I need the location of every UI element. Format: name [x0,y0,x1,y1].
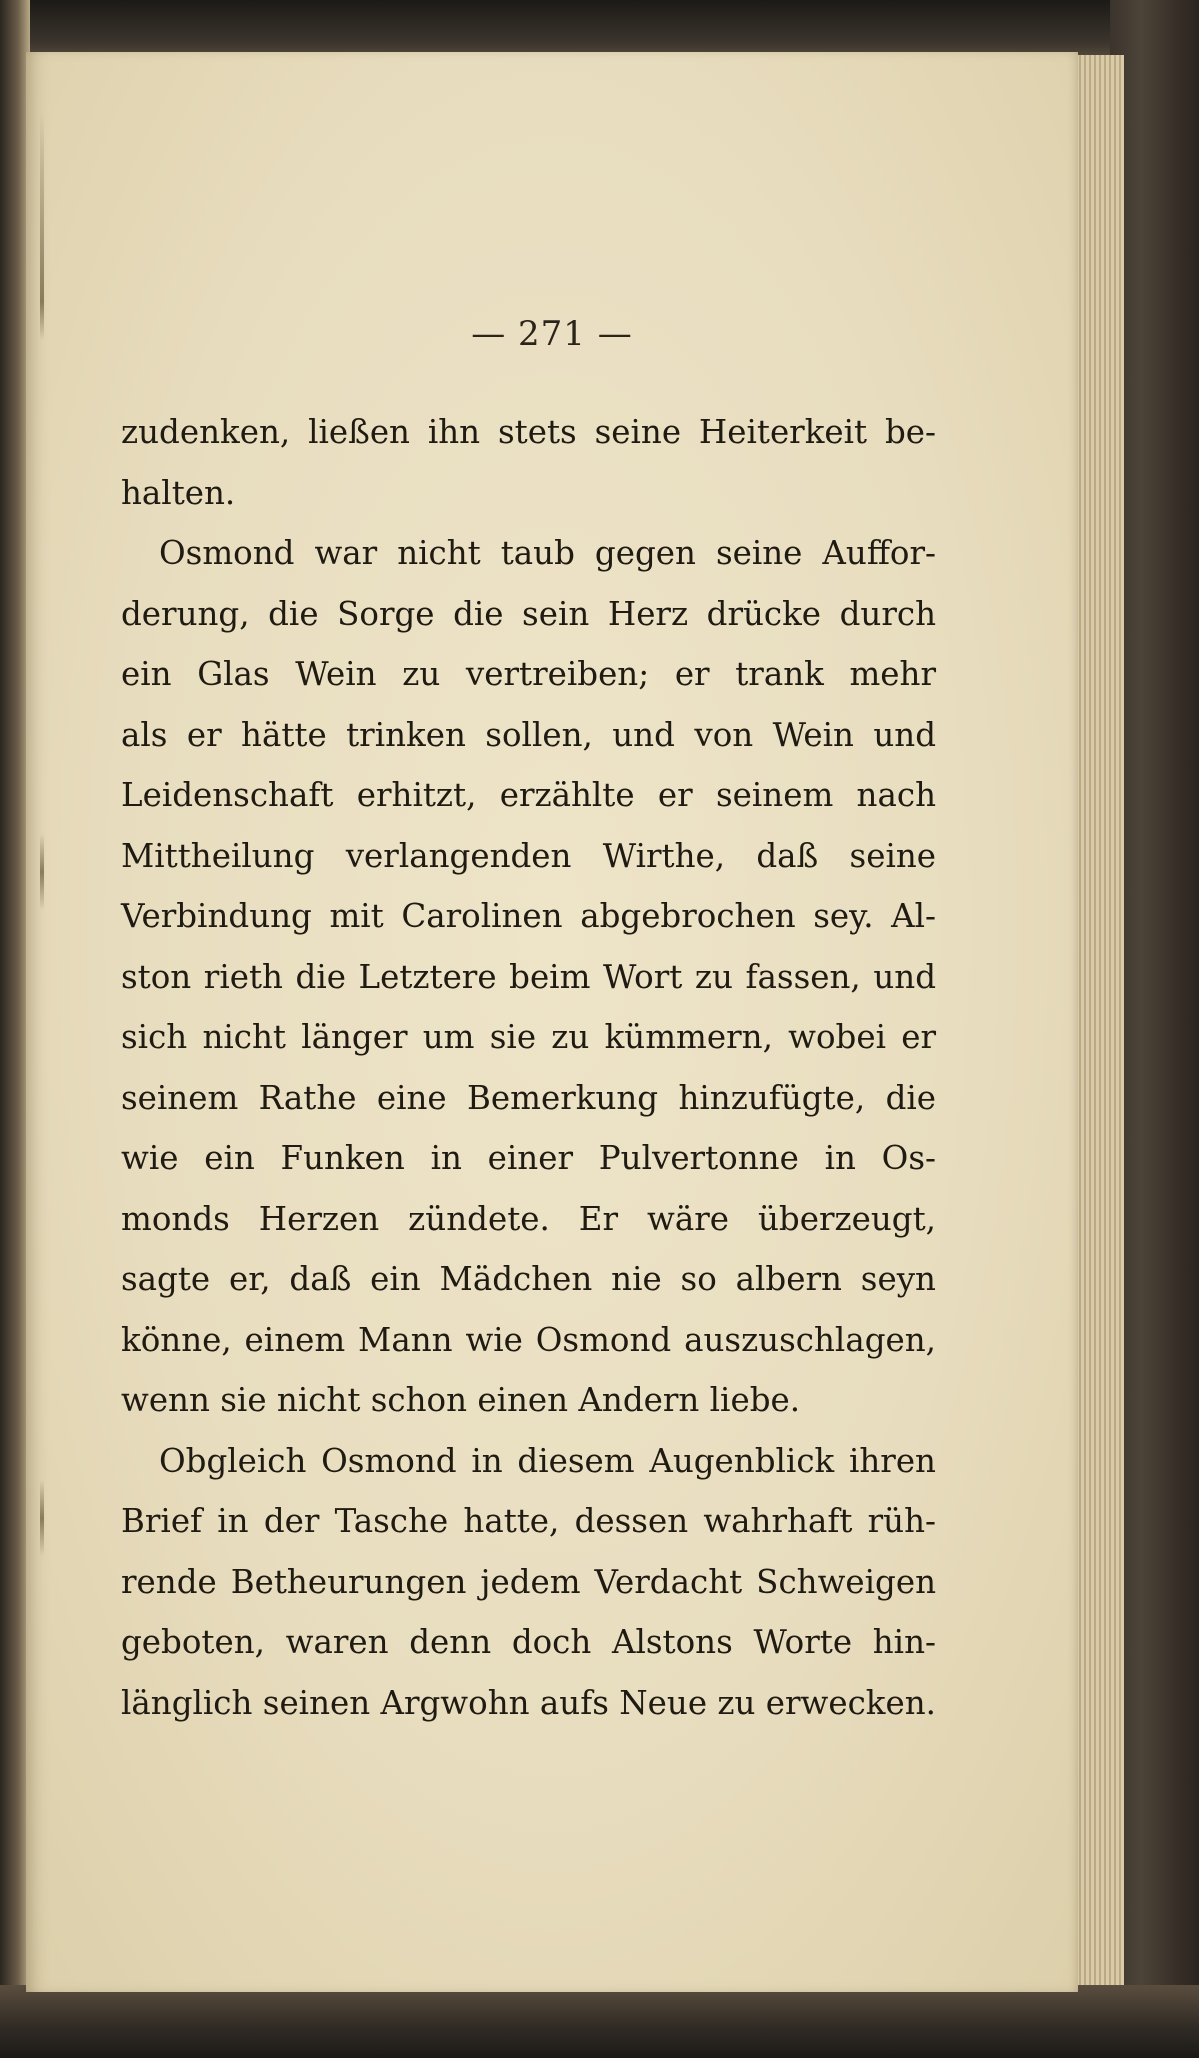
text-line: Mittheilung verlangenden Wirthe, daß seine [121,836,936,875]
gutter-marks [40,112,44,2012]
text-line: sich nicht länger um sie zu kümmern, wobei er [121,1018,936,1056]
book-cover-bottom [0,1985,1199,2058]
text-line: geboten, waren denn doch Alstons Worte hin- [121,1623,936,1661]
text-line: zudenken, ließen ihn stets seine Heiterkeit be- [121,413,936,451]
text-line: monds Herzen zündete. Er wäre überzeugt, [121,1199,936,1238]
page-stack-edges [1075,55,1124,1990]
text-line: Leidenschaft erhitzt, erzählte er seinem nach [121,776,936,814]
text-line: ein Glas Wein zu vertreiben; er trank mehr [121,655,936,693]
text-line: wie ein Funken in einer Pulvertonne in Os- [121,1139,936,1177]
text-line: halten. [121,473,236,512]
text-line: Verbindung mit Carolinen abgebrochen sey. Al- [121,897,936,935]
text-line: wenn sie nicht schon einen Andern liebe. [121,1381,801,1419]
page-number: — 271 — [471,314,633,354]
text-line: Obgleich Osmond in diesem Augenblick ihren [159,1441,936,1480]
book-page [26,52,1078,1992]
text-line: Brief in der Tasche hatte, dessen wahrhaft rüh- [121,1502,936,1540]
text-line: ston rieth die Letztere beim Wort zu fassen, und [121,957,936,996]
book-cover-top [0,0,1199,60]
text-line: als er hätte trinken sollen, und von Wein und [121,715,936,754]
text-line: derung, die Sorge die sein Herz drücke durch [121,594,936,633]
body-text [121,402,936,1733]
text-line: länglich seinen Argwohn aufs Neue zu erwecken. [121,1683,936,1722]
text-line: könne, einem Mann wie Osmond auszuschlagen, [121,1320,936,1359]
text-line: Osmond war nicht taub gegen seine Auffor- [159,534,936,572]
text-line: seinem Rathe eine Bemerkung hinzufügte, die [121,1078,936,1117]
text-line: sagte er, daß ein Mädchen nie so albern seyn [121,1260,936,1298]
text-line: rende Betheurungen jedem Verdacht Schweigen [121,1562,936,1601]
